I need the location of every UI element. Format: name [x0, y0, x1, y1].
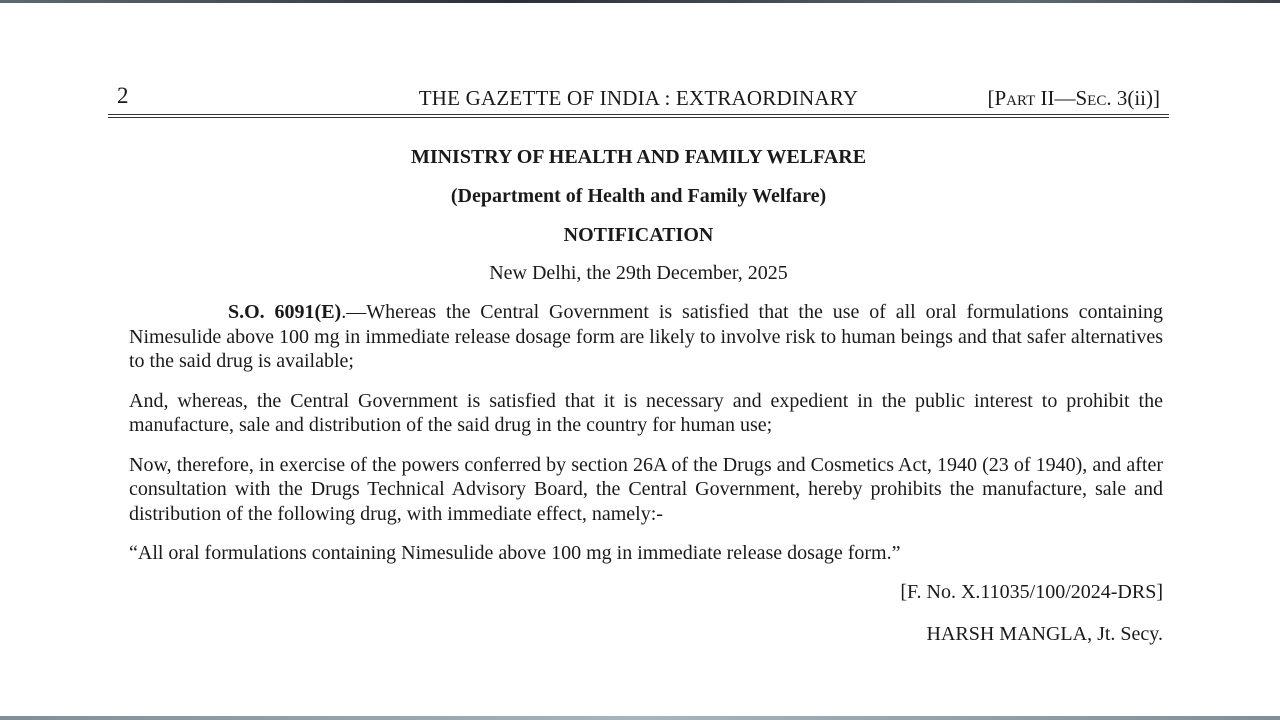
sec-number: 3(ii)]	[1111, 86, 1160, 110]
signatory: HARSH MANGLA, Jt. Secy.	[926, 622, 1163, 645]
date-line: New Delhi, the 29th December, 2025	[489, 262, 788, 284]
paragraph-whereas-text: .—Whereas the Central Government is satisfied that the use of all oral formulations containing Nimesulide above 100 mg in immediate release dosage form are likely to involve risk to human beings and that safer alternatives to the said drug is available;	[129, 301, 1164, 372]
page-header	[108, 80, 1169, 114]
notification-body	[129, 300, 1163, 566]
notification-title: NOTIFICATION	[563, 224, 714, 246]
header-double-rule	[108, 114, 1169, 118]
gazette-page	[108, 80, 1169, 646]
paragraph-now-therefore: Now, therefore, in exercise of the powers conferred by section 26A of the Drugs and Cosmetics Act, 1940 (23 of 1940), and after consultation with the Drugs Technical Advisory Board, the Central Government, hereby prohibits the manufacture, sale and distribution of the following drug, with immediate effect, namely:-	[129, 453, 1163, 525]
top-border-strip	[0, 0, 1280, 3]
bottom-border-strip	[0, 716, 1280, 720]
gazette-title: THE GAZETTE OF INDIA : EXTRAORDINARY	[418, 86, 859, 110]
department-heading: (Department of Health and Family Welfare)	[450, 185, 827, 207]
part-roman: II—	[1035, 86, 1076, 110]
part-open-bracket: [	[987, 86, 995, 110]
prohibited-drug-quote: “All oral formulations containing Nimesulide above 100 mg in immediate release dosage form.”	[129, 542, 901, 564]
part-word: Part	[994, 86, 1036, 110]
page-number: 2	[117, 83, 129, 108]
file-number: [F. No. X.11035/100/2024-DRS]	[900, 580, 1163, 603]
part-section-label	[987, 86, 1160, 111]
paragraph-whereas	[129, 300, 1163, 374]
sec-word: Sec.	[1075, 86, 1112, 110]
order-number: S.O. 6091(E)	[228, 301, 342, 323]
ministry-heading: MINISTRY OF HEALTH AND FAMILY WELFARE	[410, 146, 867, 168]
paragraph-and-whereas: And, whereas, the Central Government is satisfied that it is necessary and expedient in the public interest to prohibit the manufacture, sale and distribution of the said drug in the country for human use;	[129, 389, 1163, 436]
